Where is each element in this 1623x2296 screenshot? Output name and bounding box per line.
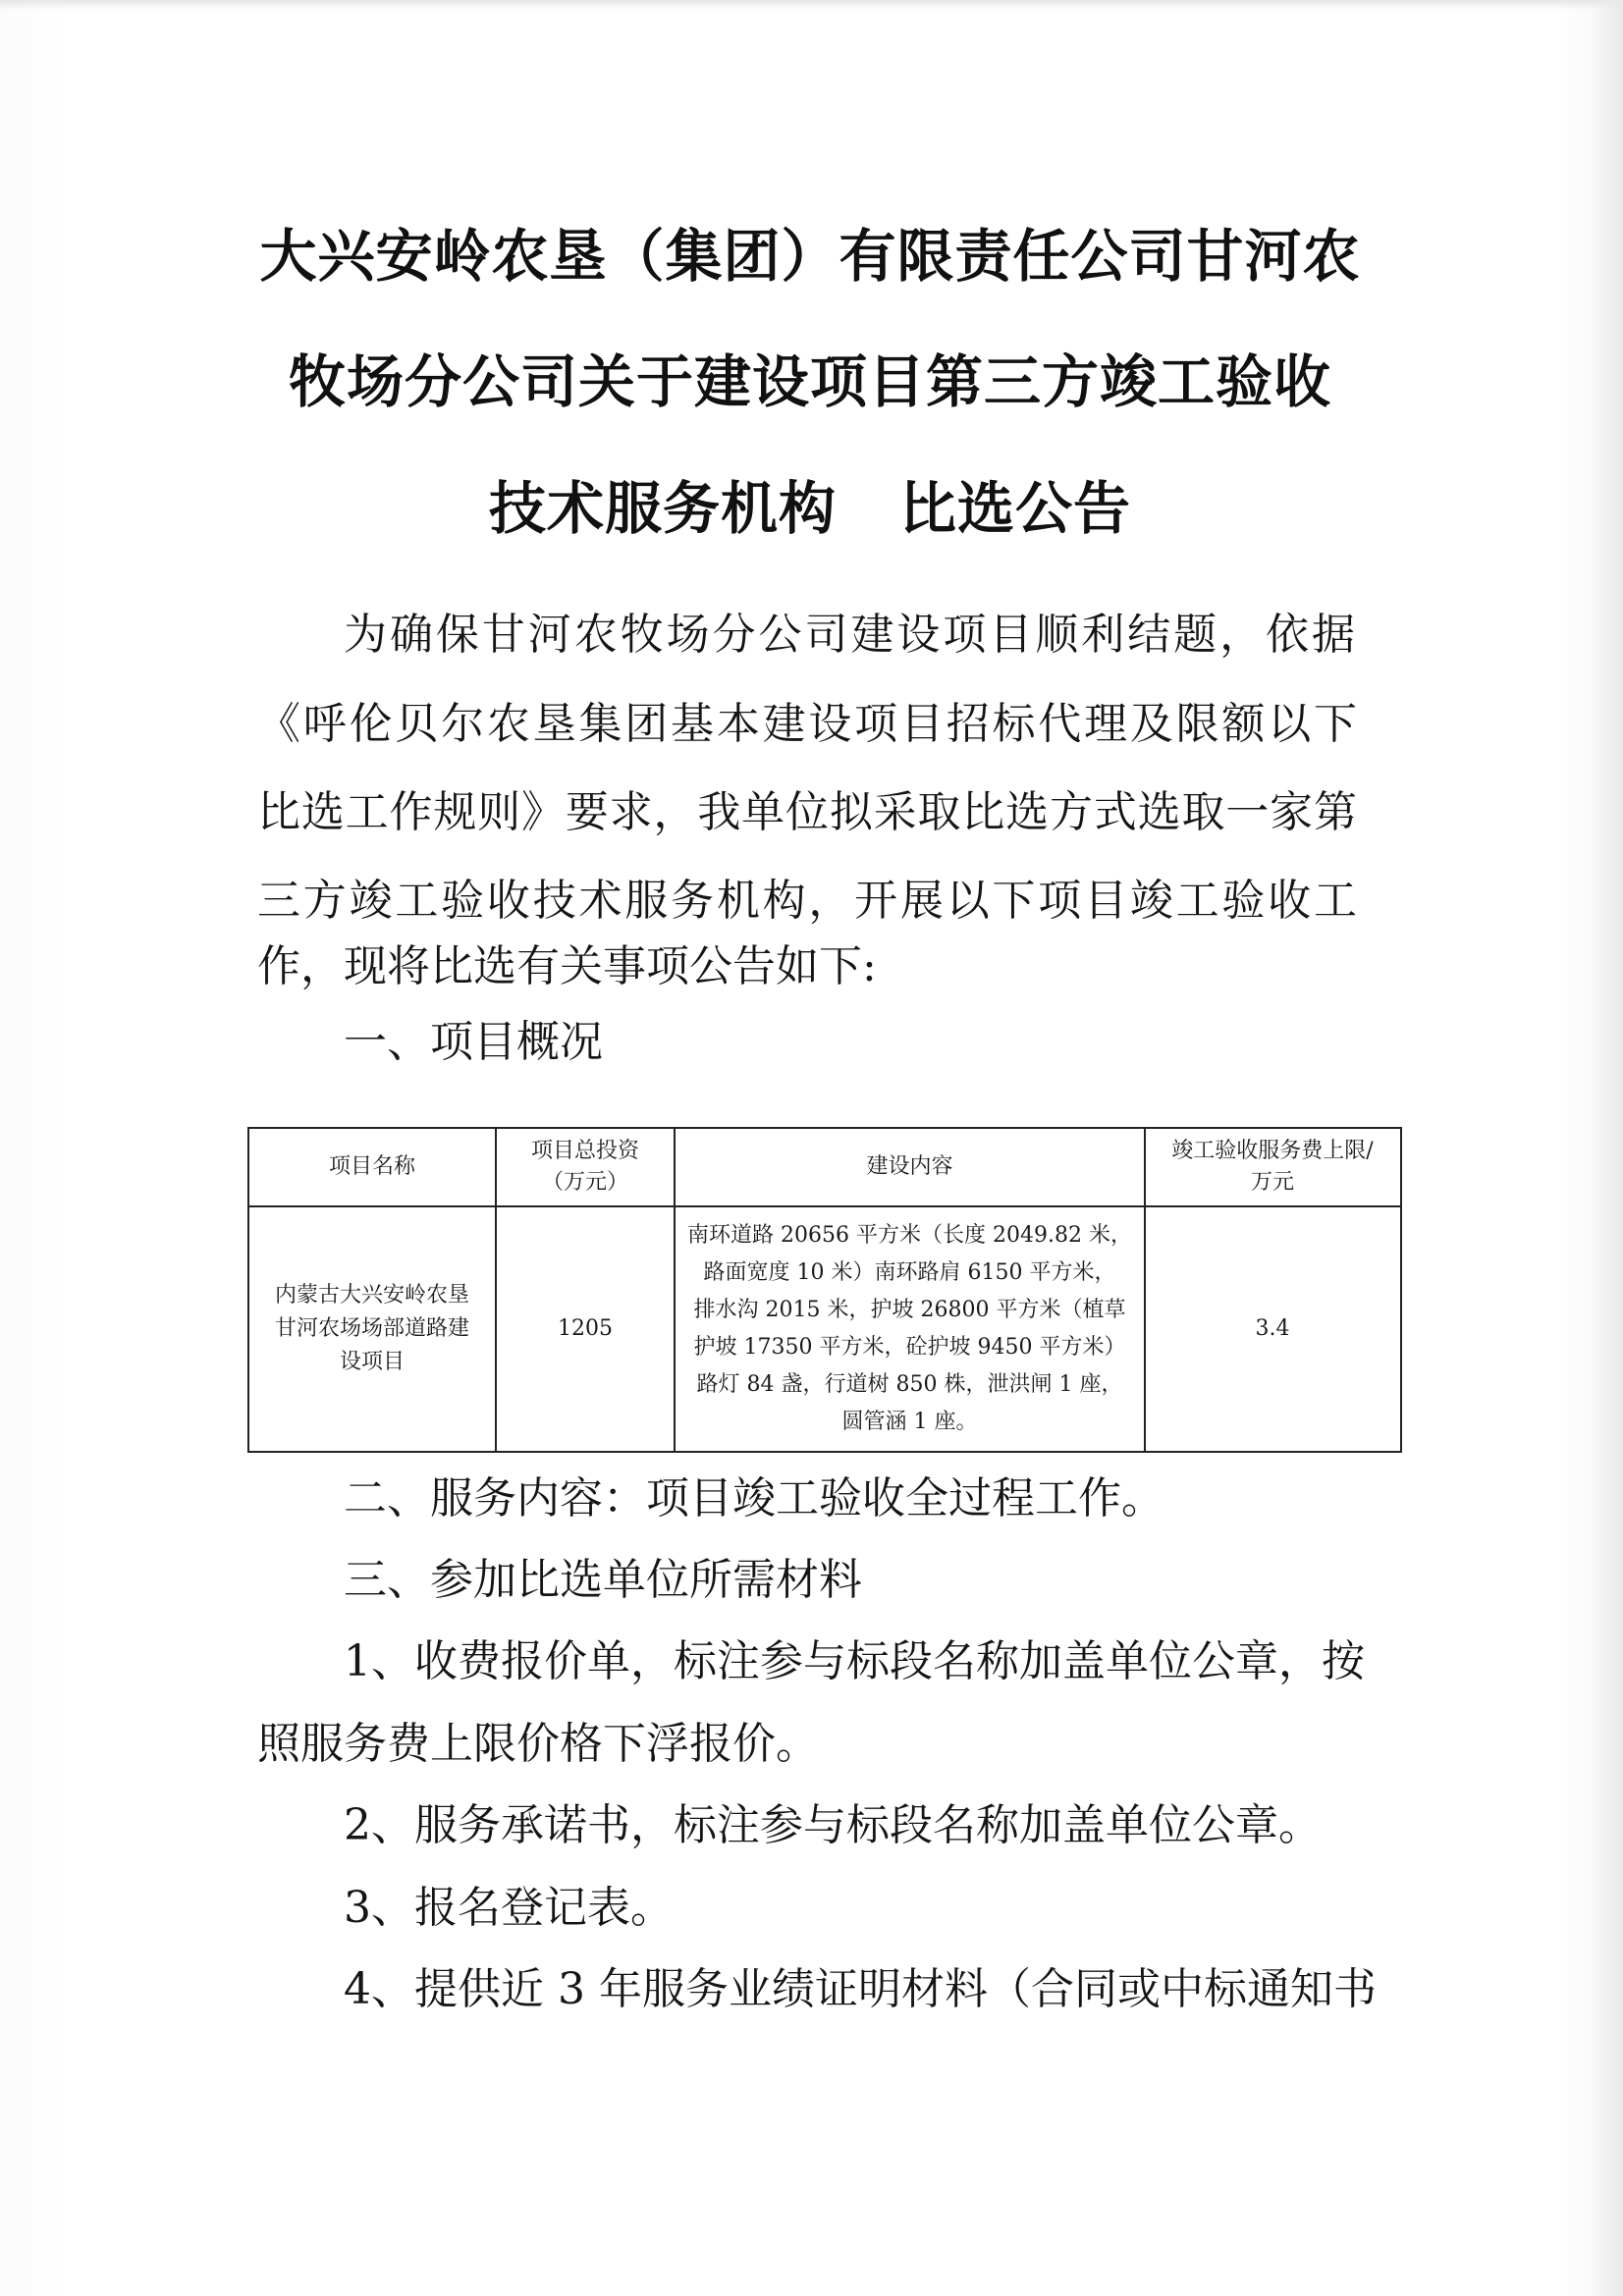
- table-row-content: 南环道路 20656 平方米（长度 2049.82 米， 路面宽度 10 米）南环路肩 6150 平方米， 排水沟 2015 米，护坡 26800 平方米（植草 护坡 17350 平方米，砼护坡 9450 平方米） 路灯 84 盏，行道树 850 株，泄洪闸 1 座， 圆管涵 1 座。: [687, 1223, 1132, 1434]
- intro-line-5: 作，现将比选有关事项公告如下:: [257, 941, 877, 991]
- section-3-item-3: 3、报名登记表。: [344, 1883, 674, 1933]
- intro-line-1: 为确保甘河农牧场分公司建设项目顺利结题，依据: [344, 610, 1355, 660]
- table-row-investment: 1205: [558, 1316, 613, 1341]
- table-header-content: 建设内容: [866, 1154, 953, 1179]
- section-3-item-4: 4、提供近 3 年服务业绩证明材料（合同或中标通知书: [344, 1964, 1377, 2014]
- table-header-fee: 竣工验收服务费上限/ 万元: [1171, 1139, 1374, 1195]
- section-2-text: 二、服务内容：项目竣工验收全过程工作。: [344, 1473, 1164, 1523]
- intro-line-3: 比选工作规则》要求，我单位拟采取比选方式选取一家第: [257, 787, 1357, 837]
- table-header-investment: 项目总投资 （万元）: [530, 1139, 639, 1195]
- project-table: [247, 1127, 1402, 1453]
- table-header-name: 项目名称: [328, 1154, 415, 1179]
- table-row-name: 内蒙古大兴安岭农垦 甘河农场场部道路建 设项目: [274, 1283, 469, 1374]
- intro-line-4: 三方竣工验收技术服务机构，开展以下项目竣工验收工: [257, 876, 1357, 926]
- title-line-3: [226, 475, 1394, 542]
- title-line-2: 牧场分公司关于建设项目第三方竣工验收: [288, 348, 1331, 415]
- section-3-heading: 三、参加比选单位所需材料: [344, 1555, 862, 1605]
- table-row-fee: 3.4: [1255, 1316, 1290, 1341]
- section-3-item-1-line-1: 1、收费报价单，标注参与标段名称加盖单位公章，按: [344, 1636, 1365, 1686]
- section-1-heading: 一、项目概况: [344, 1017, 603, 1067]
- scan-right-shadow: [1594, 0, 1623, 2296]
- title-line-1: 大兴安岭农垦（集团）有限责任公司甘河农: [259, 223, 1361, 290]
- title-line-3-part-b: 比选公告: [899, 475, 1132, 542]
- scan-top-edge: [0, 0, 1623, 10]
- intro-line-2: 《呼伦贝尔农垦集团基本建设项目招标代理及限额以下: [257, 699, 1357, 749]
- section-3-item-2: 2、服务承诺书，标注参与标段名称加盖单位公章。: [344, 1800, 1322, 1850]
- title-line-3-part-a: 技术服务机构: [488, 475, 837, 542]
- section-3-item-1-line-2: 照服务费上限价格下浮报价。: [257, 1719, 819, 1769]
